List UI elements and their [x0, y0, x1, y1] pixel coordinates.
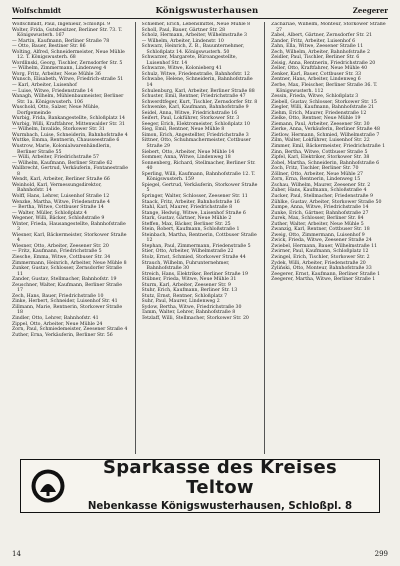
directory-entry: Zorn, Erna, Rentnerin, Lindenweg 15	[271, 177, 361, 183]
directory-entry: Sturm, Karl, Arbeiter, Zeesener Str. 9	[141, 282, 231, 288]
directory-entry: Zschau, Wilhelm, Maurer, Zeesener Str. 2	[271, 182, 371, 188]
directory-entry: Zumpe, Anna, Witwe, Friedrichstraße 14	[271, 205, 369, 211]
directory-entry: Zentner, Hans, Arbeiter, Lindenweg 6	[271, 77, 361, 83]
directory-entry: Zipfel, Karl, Elektriker, Storkower Str. 38	[271, 155, 370, 161]
directory-entry: Zielke, Otto, Rentner, Neue Mühle 19	[271, 116, 361, 122]
directory-entry: Wolfschmidt, Paul, Ingenieur, Schloßpl. 9	[12, 22, 111, 27]
directory-entry: — Bertha, Witwe, Cottbuser Straße 14	[12, 205, 104, 211]
directory-entry: Zilm, Walter, Lokführer, Luisenhof Str. 22	[271, 138, 370, 144]
directory-entry: Sonnenberg, Richard, Stellmacher, Berliner Str. 40	[141, 160, 256, 172]
directory-entry: Zwanzig, Karl, Rentner, Cottbuser Str. 18	[271, 227, 370, 233]
directory-entry: Zippel, Otto, Arbeiter, Neue Mühle 24	[12, 321, 103, 327]
ad-title: Sparkasse des Kreises Teltow	[102, 457, 338, 498]
directory-entry: Stuhr, Erich, Kaufmann, Berliner Str. 13	[141, 288, 238, 294]
sparkasse-logo-icon	[29, 467, 67, 505]
directory-entry: Wolter, Frida, Gutsbesitzer, Berliner Str. 73. T. Königswusterh. 167	[12, 27, 123, 39]
directory-entry: — Wilhelm, Zimmermann, Lindenweg 4	[12, 66, 107, 72]
directory-entry: Ziegler, Willi, Kaufmann, Bahnhofstraße 21	[271, 105, 375, 111]
directory-entry: Sittner, Otto, Schuhmachermeister, Cottbuser Straße 29	[141, 138, 251, 150]
directory-entry: Steinbach, Martha, Rentnerin, Cottbuser Straße 12	[141, 232, 257, 244]
directory-entry: Springer, Walter, Schlosser, Zeesener Str. 11	[141, 193, 248, 199]
directory-entry: — Otto, Bauer, Bestiner Str. 86	[12, 44, 86, 50]
footer-left-number: 14	[12, 550, 21, 558]
directory-entry: Zwiebel, Hermann, Bauer, Wilhelmstraße 11	[271, 243, 378, 249]
directory-entry: Zuber, Hans, Kaufmann, Schloßstraße 4	[271, 188, 367, 194]
directory-entry: Steffen, Max, Bäcker, Berliner Str. 25	[141, 221, 231, 227]
directory-entry: Strauch, Wilhelm, Fuhrunternehmer, Bahnhofstraße 30	[141, 260, 230, 272]
directory-entry: — Karl, Arbeiter, Luisenhof	[12, 83, 77, 89]
directory-entry: Zeller, Otto, Kraftfahrer, Neue Mühle 40	[271, 66, 368, 72]
directory-entry: Schulz, Witwe, Friedenstraße, Bahnhofstr. 12	[141, 71, 250, 77]
directory-entry: Zierke, Anna, Verkäuferin, Berliner Straße 48	[271, 127, 380, 133]
directory-entry: Spiegel, Gertrud, Verkäuferin, Storkower Straße 5	[141, 182, 258, 194]
directory-entry: Schwerdtfeger, Kurt, Tischler, Zernsdorfer Str. 8	[141, 99, 258, 105]
directory-entry: Schwarze, Witwe, Kolonieberg 41	[141, 66, 222, 72]
directory-entry: Staack, Fritz, Arbeiter, Bahnhofstraße 16	[141, 199, 240, 205]
directory-entry: Stahl, Karl, Maurer, Friedrichstraße 8	[141, 205, 233, 211]
directory-entry: Zobel, Martha, Schneiderin, Bahnhofstraße 6	[271, 160, 380, 166]
directory-entry: Zucker, Paul, Stellmacher, Friedenstraße 9	[271, 193, 374, 199]
directory-entry: Wanagh, Wilhelm, Mühlenbaumeister, Berliner Str. 1a. Königswusterh. 106	[12, 94, 124, 105]
directory-entry: Seifert, Paul, Lokführer, Storkower Str. 3	[141, 116, 240, 122]
directory-entry: Sperling, Willi, Kaufmann, Bahnhofstraße 12. T. Königswusterh. 159	[141, 171, 256, 183]
ad-subtitle: Nebenkasse Königswusterhausen, Schloßpl. 8	[87, 501, 353, 512]
directory-entry: — Fritz, Kaufmann, Friedrichstraße 5	[12, 249, 102, 255]
directory-entry: Zweig, Otto, Zimmermann, Luisenhof 9	[271, 232, 365, 238]
directory-entry: Zabel, Albert, Gärtner, Zernsdorfer Str. 21	[271, 33, 373, 39]
directory-column-3	[271, 22, 388, 454]
directory-entry: Sieg, Emil, Rentner, Neue Mühle 8	[141, 127, 225, 133]
directory-entry: — Martin, Kaufmann, Berliner Straße 78	[12, 38, 110, 44]
directory-entry: Zuther, Erna, Verkäuferin, Berliner Str. 56	[12, 332, 113, 338]
directory-entry: Zeuschner, Walter, Kaufmann, Berliner Straße 17	[12, 282, 122, 294]
directory-entry: Stephan, Paul, Zimmermann, Friedenstraße 5	[141, 243, 251, 249]
directory-column-1	[12, 22, 129, 454]
directory-entry: Wuschold, Otto, Salzer, Neue Mühle, Dorfgemeinde	[12, 105, 100, 116]
directory-entry: Sommer, Anna, Witwe, Lindenweg 18	[141, 155, 231, 161]
directory-entry: Stark, Gustav, Gärtner, Neue Mühle 2	[141, 216, 232, 222]
directory-entry: — Wilhelm, Arbeiter, Lindenstr. 10	[141, 38, 224, 44]
directory-entry: Wallbrecht, Gertrud, Verkäuferin, Fontanestraße 8	[12, 166, 129, 177]
directory-entry: Stutz, Ernst, Rentner, Schloßplatz 7	[141, 293, 228, 299]
directory-entry: Seidel, Anna, Witwe, Friedrichstraße 16	[141, 110, 238, 116]
directory-entry: Zeisig, Anna, Rentnerin, Friedrichstraße 20	[271, 60, 376, 66]
directory-entry: Schiemer, Erich, Lebensmittel, Neue Mühle 8	[141, 22, 251, 27]
directory-entry: Wiesner, Karl, Bäckermeister, Storkower Straße 4	[12, 232, 127, 244]
directory-entry: Zühlke, Gustav, Arbeiter, Storkower Straße 50	[271, 199, 382, 205]
directory-entry: Siebert, Otto, Arbeiter, Neue Mühle 14	[141, 149, 235, 155]
directory-entry: Zech, Hans, Bauer, Friedrichstraße 10	[12, 293, 104, 299]
directory-columns	[12, 22, 388, 454]
directory-entry: Zenker, Karl, Bauer, Cottbuser Str. 33	[271, 71, 362, 77]
directory-entry: Stier, Otto, Arbeiter, Wilhelmstraße 22	[141, 249, 234, 255]
directory-entry: Tetzlaff, Willi, Stellmacher, Storkower Str. 20	[141, 315, 249, 321]
directory-entry: Zunker, Gustav, Schlosser, Zernsdorfer Straße 11	[12, 266, 123, 277]
column-divider	[264, 22, 265, 454]
directory-entry: Ziesche, Emma, Witwe, Cottbuser Str. 34	[12, 254, 111, 260]
directory-entry: Wendt, Karl, Arbeiter, Berliner Straße 66	[12, 177, 110, 183]
directory-entry: Zech, Wilhelm, Arbeiter, Bahnhofstraße 2	[271, 49, 370, 55]
directory-entry: Schwenke, Karl, Kaufmann, Bahnhofstraße 9	[141, 105, 249, 111]
directory-entry: Wenzke, Martha, Witwe, Friedenstraße 4	[12, 199, 110, 205]
directory-entry: Zoch, Fritz, Tischler, Berliner Str. 70	[271, 166, 359, 172]
directory-entry: Wustrow, Marie, Kolonialwarenhändlerin, Berliner Straße 55	[12, 144, 112, 155]
directory-entry: Zander, Fritz, Arbeiter, Luisenhof 6	[271, 38, 356, 44]
directory-entry: Schulenburg, Karl, Arbeiter, Berliner Straße 88	[141, 88, 255, 94]
directory-entry: Wordlinski, Georg, Tischler, Zernsdorfer Str. 5	[12, 60, 123, 66]
directory-entry: Weinhold, Karl, Vermessungsdirektor, Bahnhofstr. 14	[12, 182, 102, 194]
directory-entry: Suhr, Paul, Maurer, Lindenweg 2	[141, 299, 220, 305]
directory-entry: Zindler, Otto, Lehrer, Bahnhofstr. 41	[12, 315, 99, 321]
directory-entry: Zwingel, Erich, Tischler, Storkower Str. 2	[271, 254, 370, 260]
directory-entry: Zöllner, Otto, Arbeiter, Neue Mühle 27	[271, 171, 364, 177]
directory-entry: Zydek, Willi, Arbeiter, Friedenstraße 20	[271, 260, 366, 266]
directory-entry: Worg, Fritz, Arbeiter, Neue Mühle 36	[12, 71, 101, 77]
directory-entry: Winter, Frieda, Hausangestellte, Bahnhofstraße 3	[12, 221, 126, 233]
header-title: Königswusterhausen	[155, 6, 259, 16]
directory-entry: Simon, Erich, Angestellter, Friedrichstraße 3	[141, 132, 249, 138]
directory-entry: Wolff, Hans, Lehrer, Luisenhof Straße 12	[12, 193, 110, 199]
directory-entry: Zimmer, Emil, Bäckermeister, Friedrichstraße 1	[271, 144, 386, 150]
directory-entry: Tamm, Walter, Lehrer, Bahnhofstraße 8	[141, 310, 236, 316]
directory-entry: Stolz, Ernst, Schmied, Storkower Straße 44	[141, 254, 246, 260]
header-right: Zeegerer	[352, 6, 388, 15]
directory-entry: Schwarz, Heinrich, Z. B., Bauunternehmer, Schloßplatz 14. Königswusterh. 50	[141, 44, 245, 55]
header-left: Wolfschmidt	[12, 6, 62, 15]
directory-entry: Zeidler, Paul, Tischler, Berliner Str. 6	[271, 55, 360, 61]
directory-entry: Schuster, Emil, Rentner, Friedrichstraße 47	[141, 94, 246, 100]
directory-entry: Ziehm, Erich, Maurer, Friedenstraße 12	[271, 110, 367, 116]
directory-entry: Ziebell, Gustav, Schlosser, Storkower Str. 15	[271, 99, 377, 105]
page-number: 299	[374, 550, 388, 558]
directory-entry: Zwirner, Paul, Kaufmann, Schloßplatz 12	[271, 249, 369, 255]
directory-entry: Stübner, Frieda, Witwe, Neue Mühle 31	[141, 277, 237, 283]
directory-entry: Wuttke, Emma, Rentnerin, Chausseestraße 6	[12, 138, 120, 144]
directory-entry: Schwabe, Helene, Schneiderin, Bahnhofstraße 14	[141, 77, 253, 89]
directory-entry: Wurbig, Willi, Kraftfahrer, Mittenwalder Str. 31	[12, 121, 125, 127]
directory-entry: Zuther, Walter, Arbeiter, Neue Mühle 5	[271, 221, 364, 227]
directory-entry: — Walter, Müller, Schloßplatz 4	[12, 210, 87, 216]
directory-entry: Wunsch, Elisabeth, Witwe, Friedrich-straße 51	[12, 77, 124, 83]
directory-entry: — Wilhelm, Kaufmann, Berliner Straße 62	[12, 160, 113, 166]
directory-entry: Seeger, Erich, Elektromeister, Schloßplatz 10	[141, 121, 250, 127]
directory-entry: Zahn, Ella, Witwe, Zeesener Straße 11	[271, 44, 364, 50]
directory-entry: Zunke, Erich, Gärtner, Bahnhofstraße 27	[271, 210, 369, 216]
directory-entry: Zurek, Max, Schlosser, Berliner Str. 84	[271, 216, 364, 222]
column-divider	[135, 22, 136, 454]
directory-entry: Schwarzer, Margarete, Büroangestellte, Luisenhof Str. 14	[141, 55, 237, 66]
page-footer	[12, 550, 388, 558]
directory-entry: Zimmermann, Heinrich, Arbeiter, Neue Mühle 8	[12, 260, 127, 266]
directory-entry: Zeegerer, Martha, Witwe, Berliner Straße 1	[271, 277, 376, 283]
header-rule	[12, 18, 388, 19]
directory-entry: Zerbe, Max, Fleischer, Berliner Straße 36. T. Königswusterh. 112	[271, 83, 378, 94]
directory-entry: Wurmbach, Luise, Schneiderin, Bahnhofstraße 4	[12, 132, 128, 138]
directory-entry: Zessin, Frieda, Witwe, Schloßplatz 3	[271, 94, 359, 100]
directory-entry: Wolting, Alfred, Schneidermeister, Neue Mühle 12. T. Königswusterh. 68	[12, 49, 125, 61]
directory-entry: Ziemann, Paul, Arbeiter, Zeesener Str. 30	[271, 121, 370, 127]
directory-entry: — Luise, Witwe, Friedenstraße 14	[12, 88, 94, 94]
directory-entry: Stange, Hedwig, Witwe, Luisenhof Straße 6	[141, 210, 246, 216]
directory-entry: Scholl, Paul, Bauer, Gärtner Str. 28	[141, 27, 226, 33]
directory-entry: Zietlow, Hermann, Schmied, Wilhelmstraße 7	[271, 132, 380, 138]
directory-entry: Wegener, Willi, Bäcker, Schloßstraße 9	[12, 216, 105, 222]
directory-entry: Zander, Gustav, Stellmacher, Bahnhofstr. 19	[12, 277, 117, 283]
directory-entry: — Willi, Arbeiter, Friedrichstraße 57	[12, 155, 99, 161]
directory-entry: Streich, Hans, Elektriker, Berliner Straße 19	[141, 271, 249, 277]
directory-entry: — Wilhelm, Invalide, Storkower Str. 31	[12, 127, 105, 133]
directory-entry: Zinn, Bertha, Witwe, Cottbuser Straße 5	[271, 149, 368, 155]
directory-entry: Zorn, Paul, Schmiedemeister, Zeesener Straße 4	[12, 327, 128, 333]
directory-entry: Zachariae, Wilhelm, Monteur, Storkower Straße 27	[271, 22, 386, 33]
directory-entry: Zyliński, Otto, Monteur, Bahnhofstraße 33	[271, 266, 372, 272]
directory-entry: Zeegerer, Ernst, Kaufmann, Berliner Straße 1	[271, 271, 381, 277]
sparkasse-advertisement	[20, 459, 380, 513]
directory-entry: Stein, Robert, Kaufmann, Schloßstraße 1	[141, 227, 240, 233]
directory-entry: Sydow, Bertha, Witwe, Friedrichstraße 30	[141, 304, 242, 310]
directory-entry: Scholz, Hermann, Arbeiter, Wilhelmstraße 3	[141, 33, 247, 39]
directory-entry: Zwick, Frieda, Witwe, Zeesener Straße 24	[271, 238, 372, 244]
directory-column-2	[142, 22, 259, 454]
directory-entry: Zillmann, Marie, Rentnerin, Storkower Straße 18	[12, 304, 123, 316]
directory-entry: Wurbig, Frida, Bankangestellte, Schloßplatz 14	[12, 116, 125, 122]
running-head	[12, 6, 388, 18]
directory-entry: Wiesner, Otto, Arbeiter, Zeesener Str. 20	[12, 243, 109, 249]
directory-entry: Zinke, Herbert, Schneider, Luisenhof Str. 41	[12, 299, 118, 305]
